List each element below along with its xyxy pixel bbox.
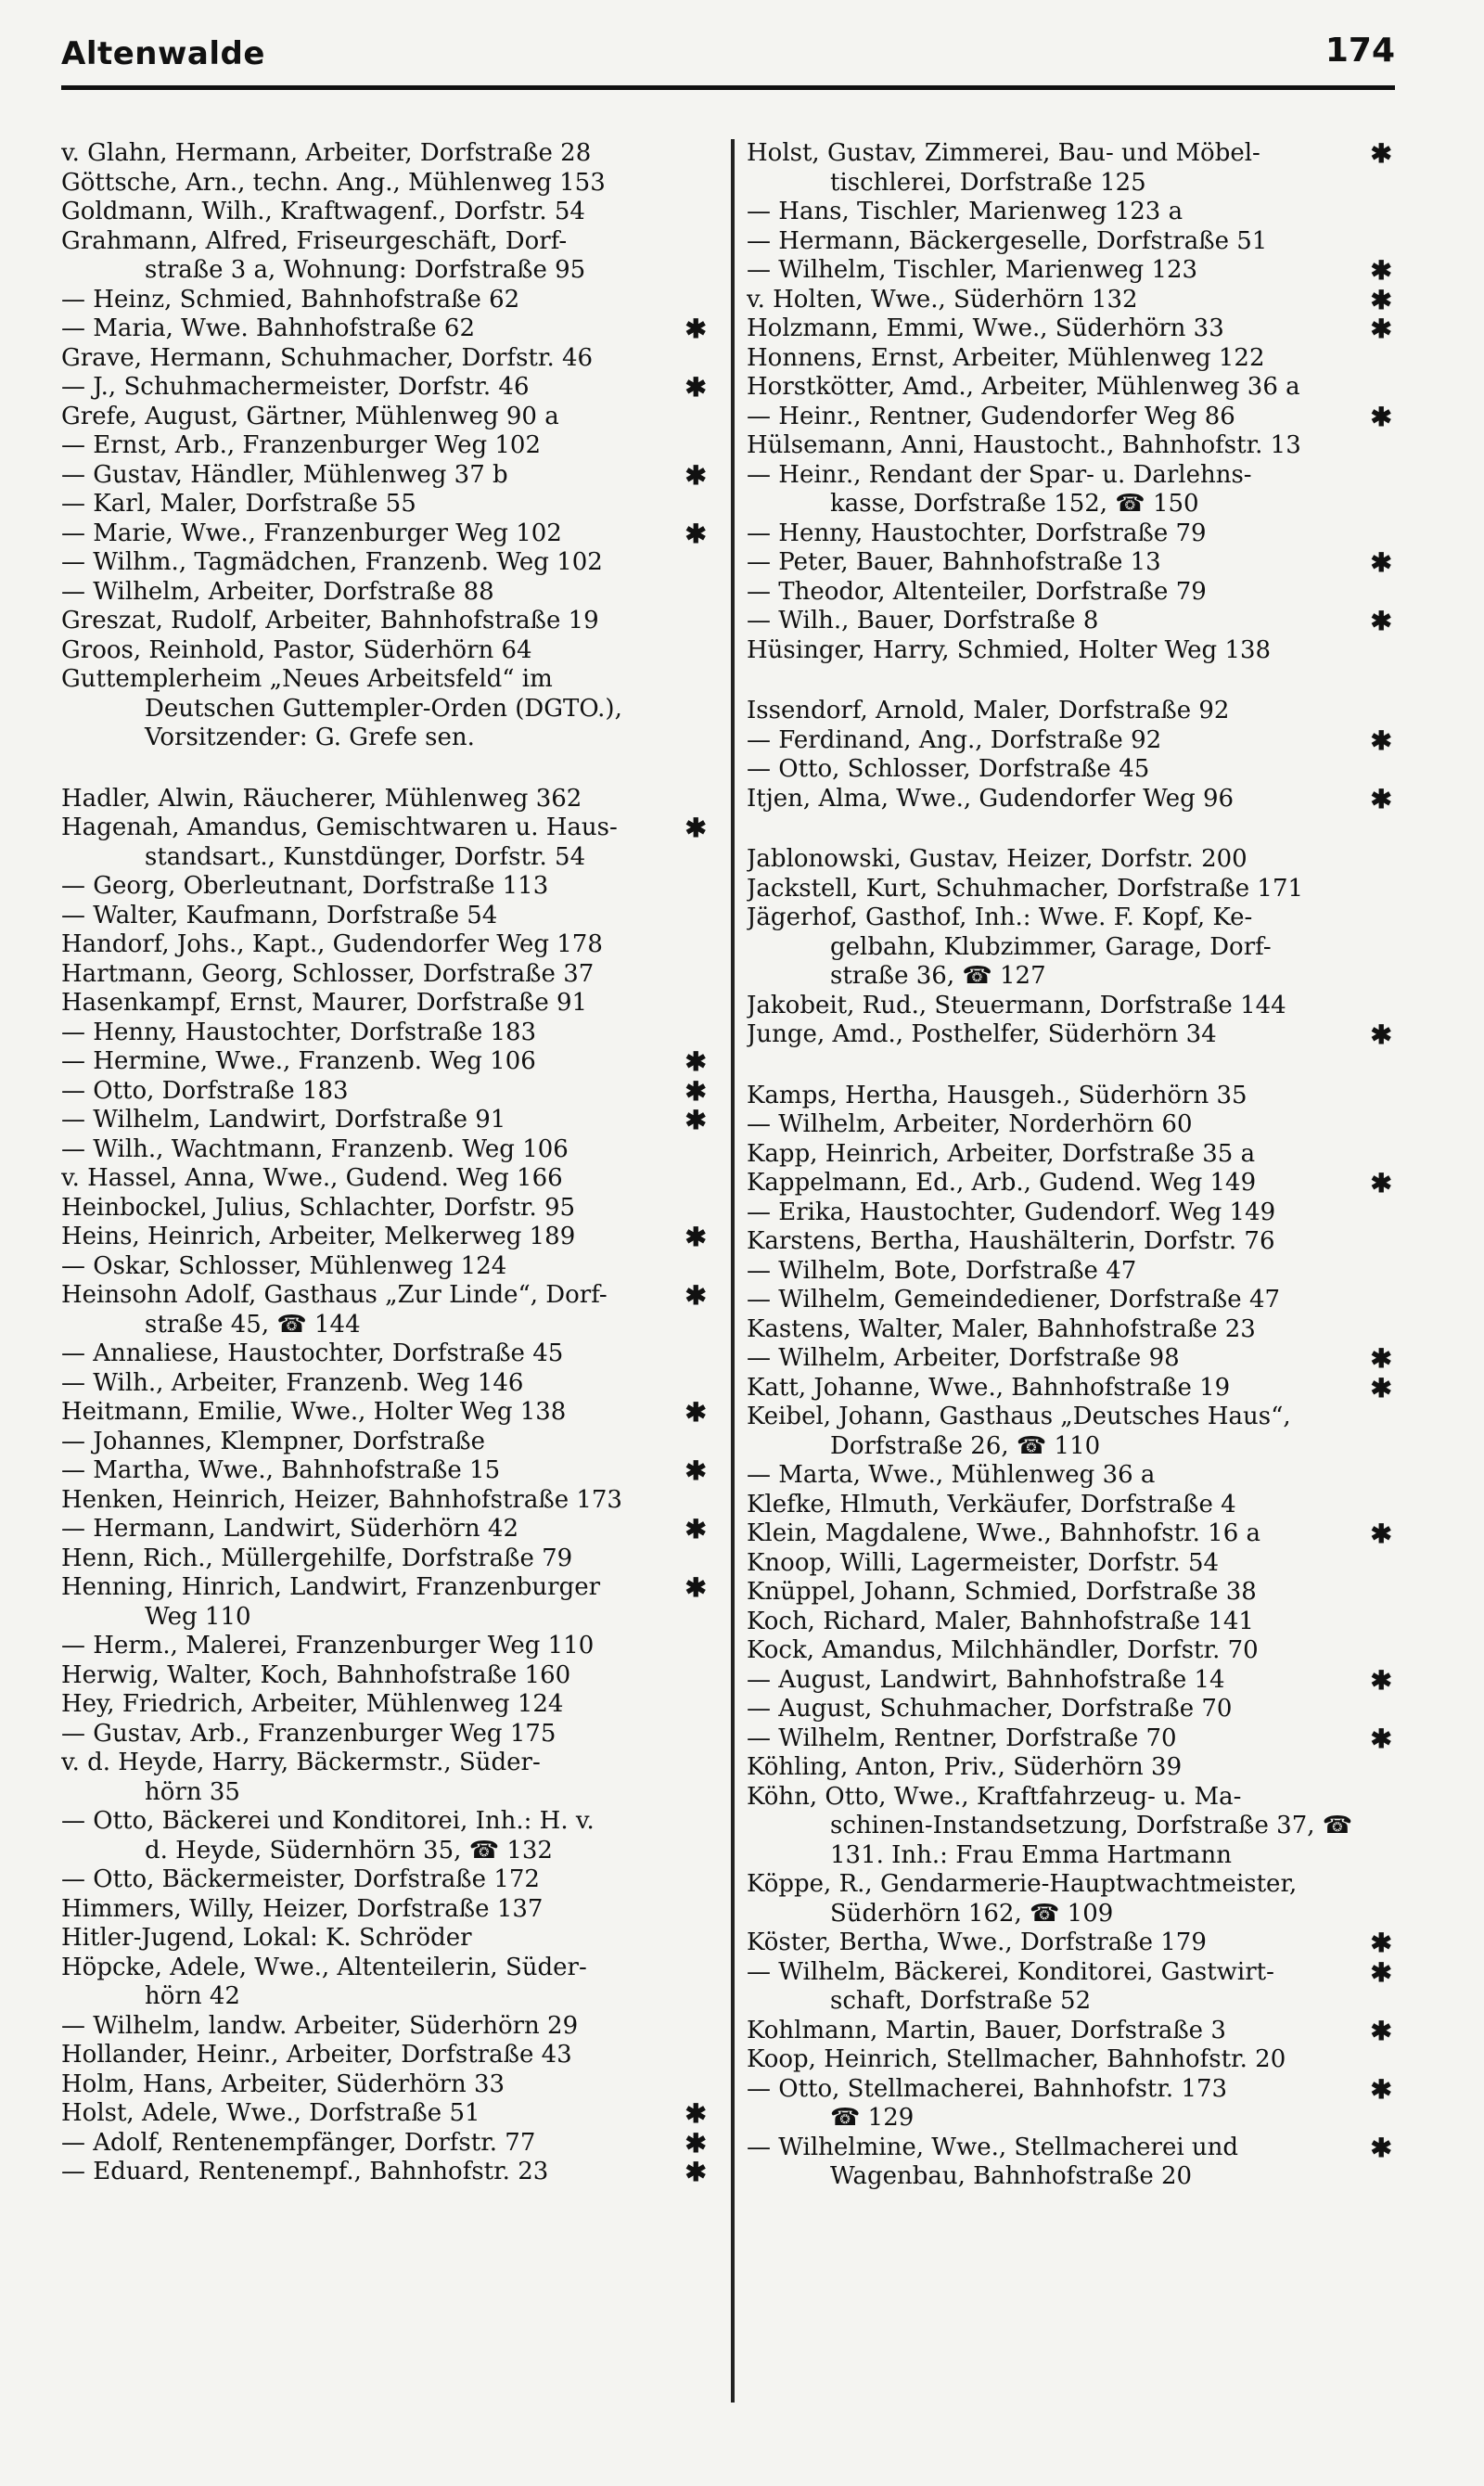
page-header (61, 28, 1395, 93)
entry-text: v. d. Heyde, Harry, Bäckermstr., Süder- (61, 1749, 541, 1776)
directory-entry (61, 461, 710, 491)
entry-text: — Wilh., Bauer, Dorfstraße 8 (747, 607, 1099, 634)
directory-entry (61, 1369, 710, 1399)
entry-text: — Karl, Maler, Dorfstraße 55 (61, 490, 416, 518)
entry-text: — Otto, Stellmacherei, Bahnhofstr. 173 (747, 2074, 1228, 2103)
telephone-star-icon: ✱ (1370, 783, 1392, 814)
telephone-star-icon: ✱ (684, 372, 707, 403)
directory-entry (61, 139, 710, 169)
telephone-star-icon: ✱ (684, 459, 707, 491)
section-gap (61, 753, 710, 785)
directory-entry (61, 2070, 710, 2100)
page-title: Altenwalde (61, 35, 265, 72)
directory-entry (747, 2045, 1396, 2075)
directory-entry (747, 1870, 1396, 1929)
directory-entry (61, 1924, 710, 1954)
entry-text: Itjen, Alma, Wwe., Gudendorfer Weg 96 (747, 784, 1235, 813)
directory-entry (61, 519, 710, 549)
directory-entry (747, 1753, 1396, 1783)
entry-text: Hülsemann, Anni, Haustocht., Bahnhofstr. 13 (747, 431, 1301, 459)
entry-text: — Wilhelmine, Wwe., Stellmacherei und (747, 2133, 1239, 2161)
entry-text: — Wilhelm, Bote, Dorfstraße 47 (747, 1256, 1137, 1285)
directory-entry (61, 490, 710, 519)
entry-text: Köhn, Otto, Wwe., Kraftfahrzeug- u. Ma- (747, 1782, 1242, 1811)
entry-text: Kock, Amandus, Milchhändler, Dorfstr. 70 (747, 1636, 1259, 1664)
entry-text: — Wilhelm, Landwirt, Dorfstraße 91 (61, 1106, 506, 1134)
entry-text: Kohlmann, Martin, Bauer, Dorfstraße 3 (747, 2016, 1226, 2044)
entry-text: — Wilhelm, Arbeiter, Dorfstraße 88 (61, 577, 494, 606)
telephone-star-icon: ✱ (1370, 1664, 1392, 1696)
telephone-star-icon: ✱ (684, 2127, 707, 2159)
entry-text: Katt, Johanne, Wwe., Bahnhofstraße 19 (747, 1373, 1231, 1402)
directory-entry (747, 875, 1396, 904)
entry-text: — Hermann, Landwirt, Süderhörn 42 (61, 1515, 518, 1543)
entry-text: v. Glahn, Hermann, Arbeiter, Dorfstraße 28 (61, 139, 592, 167)
telephone-star-icon: ✱ (1370, 724, 1392, 756)
telephone-star-icon: ✱ (1370, 1372, 1392, 1403)
directory-entry (747, 2134, 1396, 2192)
entry-text: Holst, Gustav, Zimmerei, Bau- und Möbel- (747, 139, 1260, 167)
telephone-star-icon: ✱ (1370, 314, 1392, 344)
entry-text: Hartmann, Georg, Schlosser, Dorfstraße 37 (61, 959, 595, 988)
telephone-star-icon: ✱ (684, 314, 707, 344)
directory-entry (747, 1519, 1396, 1549)
directory-entry (61, 373, 710, 403)
directory-entry (61, 1749, 710, 1807)
telephone-star-icon: ✱ (1370, 1723, 1392, 1754)
entry-continuation: d. Heyde, Südernhörn 35, ☎ 132 (145, 1836, 553, 1864)
section-gap (747, 814, 1396, 845)
entry-text: Koch, Richard, Maler, Bahnhofstraße 141 (747, 1607, 1254, 1635)
entry-continuation: ☎ 129 (830, 2104, 915, 2132)
directory-entry (61, 1428, 710, 1457)
entry-text: Greszat, Rudolf, Arbeiter, Bahnhofstraße 19 (61, 607, 599, 634)
directory-entry (61, 2012, 710, 2042)
entry-text: — Theodor, Altenteiler, Dorfstraße 79 (747, 577, 1207, 606)
directory-entry (747, 1636, 1396, 1666)
entry-continuation: straße 3 a, Wohnung: Dorfstraße 95 (145, 256, 586, 284)
directory-entry (61, 548, 710, 578)
entry-text: Grahmann, Alfred, Friseurgeschäft, Dorf- (61, 226, 568, 255)
telephone-star-icon: ✱ (1370, 139, 1392, 169)
entry-text: — Henny, Haustochter, Dorfstraße 79 (747, 519, 1207, 547)
entry-text: — Wilhelm, Gemeindediener, Dorfstraße 47 (747, 1286, 1281, 1313)
directory-entry (61, 607, 710, 636)
entry-text: Junge, Amd., Posthelfer, Süderhörn 34 (747, 1020, 1217, 1048)
entry-text: Herwig, Walter, Koch, Bahnhofstraße 160 (61, 1660, 571, 1689)
entry-continuation: schinen-Instandsetzung, Dorfstraße 37, ☎ 131. Inh.: Frau Emma Hartmann (830, 1812, 1353, 1869)
telephone-star-icon: ✱ (684, 1075, 707, 1107)
entry-text: Himmers, Willy, Heizer, Dorfstraße 137 (61, 1894, 544, 1923)
entry-text: Karstens, Bertha, Haushälterin, Dorfstr. 76 (747, 1227, 1275, 1255)
directory-entry (747, 139, 1396, 198)
entry-text: Grave, Hermann, Schuhmacher, Dorfstr. 46 (61, 343, 594, 372)
directory-entry (61, 1077, 710, 1107)
entry-text: Holst, Adele, Wwe., Dorfstraße 51 (61, 2099, 480, 2127)
telephone-star-icon: ✱ (684, 1455, 707, 1486)
directory-entry (747, 1315, 1396, 1345)
directory-entry (61, 930, 710, 960)
directory-entry (61, 1252, 710, 1282)
directory-entry (61, 286, 710, 315)
directory-entry (747, 726, 1396, 756)
entry-text: Hollander, Heinr., Arbeiter, Dorfstraße 43 (61, 2041, 572, 2069)
telephone-star-icon: ✱ (684, 1105, 707, 1135)
entry-text: — Otto, Dorfstraße 183 (61, 1076, 349, 1105)
header-rule (61, 85, 1395, 90)
telephone-star-icon: ✱ (684, 518, 707, 549)
entry-text: — Walter, Kaufmann, Dorfstraße 54 (61, 901, 498, 929)
directory-entry (61, 1954, 710, 2012)
entry-text: — Heinz, Schmied, Bahnhofstraße 62 (61, 285, 520, 314)
entry-text: Knoop, Willi, Lagermeister, Dorfstr. 54 (747, 1548, 1220, 1577)
entry-text: — Heinr., Rendant der Spar- u. Darlehns- (747, 460, 1252, 489)
directory-entry (747, 286, 1396, 315)
directory-entry (747, 227, 1396, 257)
telephone-star-icon: ✱ (1370, 1956, 1392, 1988)
directory-entry (61, 431, 710, 461)
entry-text: — Hans, Tischler, Marienweg 123 a (747, 198, 1183, 225)
entry-text: — Wilhelm, Tischler, Marienweg 123 (747, 256, 1198, 284)
entry-text: — Erika, Haustochter, Gudendorf. Weg 149 (747, 1198, 1276, 1226)
telephone-star-icon: ✱ (684, 2098, 707, 2129)
entry-text: — Maria, Wwe. Bahnhofstraße 62 (61, 314, 475, 342)
telephone-star-icon: ✱ (1370, 401, 1392, 432)
directory-entry (61, 665, 710, 753)
directory-entry (747, 1695, 1396, 1724)
directory-entry (61, 1135, 710, 1165)
entry-text: — Gustav, Arb., Franzenburger Weg 175 (61, 1719, 556, 1748)
entry-text: Kastens, Walter, Maler, Bahnhofstraße 23 (747, 1314, 1256, 1343)
directory-entry (747, 431, 1396, 461)
directory-entry (61, 1632, 710, 1661)
telephone-star-icon: ✱ (684, 2157, 707, 2187)
entry-text: Honnens, Ernst, Arbeiter, Mühlenweg 122 (747, 343, 1265, 372)
entry-continuation: gelbahn, Klubzimmer, Garage, Dorf- straße 36, ☎ 127 (830, 932, 1272, 990)
entry-text: Horstkötter, Amd., Arbeiter, Mühlenweg 36 a (747, 373, 1300, 401)
entry-continuation: Weg 110 (145, 1602, 251, 1631)
entry-text: — Ernst, Arb., Franzenburger Weg 102 (61, 431, 541, 459)
directory-entry (61, 1281, 710, 1339)
directory-entry (747, 607, 1396, 636)
directory-entry (747, 1020, 1396, 1050)
entry-continuation: Dorfstraße 26, ☎ 110 (830, 1431, 1101, 1460)
directory-entry (747, 1608, 1396, 1637)
telephone-star-icon: ✱ (1370, 284, 1392, 315)
directory-entry (61, 636, 710, 666)
directory-entry (747, 1578, 1396, 1608)
entry-text: — Otto, Bäckerei und Konditorei, Inh.: H. v. (61, 1807, 595, 1835)
directory-entry (747, 1929, 1396, 1958)
directory-entry (61, 1515, 710, 1544)
directory-entry (747, 1666, 1396, 1696)
directory-entry (61, 1690, 710, 1720)
entry-text: — Wilhelm, Rentner, Dorfstraße 70 (747, 1724, 1177, 1752)
entry-text: — Martha, Wwe., Bahnhofstraße 15 (61, 1456, 501, 1484)
entry-text: — Otto, Bäckermeister, Dorfstraße 172 (61, 1865, 540, 1893)
directory-entry (61, 785, 710, 814)
entry-text: Handorf, Johs., Kapt., Gudendorfer Weg 178 (61, 930, 603, 958)
entry-text: — J., Schuhmachermeister, Dorfstr. 46 (61, 373, 530, 401)
directory-entry (61, 1720, 710, 1749)
entry-text: — August, Landwirt, Bahnhofstraße 14 (747, 1665, 1225, 1694)
directory-entry (747, 314, 1396, 344)
directory-entry (747, 1198, 1396, 1228)
directory-entry (61, 198, 710, 227)
directory-entry (61, 1047, 710, 1077)
directory-entry (747, 1227, 1396, 1257)
directory-entry (61, 1661, 710, 1691)
entry-text: Henn, Rich., Müllergehilfe, Dorfstraße 79 (61, 1544, 573, 1572)
telephone-star-icon: ✱ (684, 1222, 707, 1252)
directory-entry (747, 2075, 1396, 2134)
entry-text: — Heinr., Rentner, Gudendorfer Weg 86 (747, 402, 1235, 430)
directory-entry (747, 845, 1396, 875)
entry-text: — Wilh., Wachtmann, Franzenb. Weg 106 (61, 1134, 569, 1163)
entry-continuation: schaft, Dorfstraße 52 (830, 1987, 1092, 2015)
entry-continuation: Wagenbau, Bahnhofstraße 20 (830, 2162, 1193, 2190)
entry-text: — Otto, Schlosser, Dorfstraße 45 (747, 755, 1150, 783)
entry-text: — Oskar, Schlosser, Mühlenweg 124 (61, 1251, 507, 1280)
telephone-star-icon: ✱ (1370, 1168, 1392, 1198)
directory-entry (61, 872, 710, 902)
telephone-star-icon: ✱ (684, 1572, 707, 1603)
entry-text: Guttemplerheim „Neues Arbeitsfeld“ im (61, 665, 553, 693)
section-gap (747, 665, 1396, 697)
directory-entry (61, 403, 710, 432)
entry-continuation: tischlerei, Dorfstraße 125 (830, 168, 1146, 197)
entry-continuation: kasse, Dorfstraße 152, ☎ 150 (830, 490, 1199, 518)
directory-entry (61, 169, 710, 199)
entry-text: Kamps, Hertha, Hausgeh., Süderhörn 35 (747, 1081, 1247, 1109)
entry-text: — Ferdinand, Ang., Dorfstraße 92 (747, 725, 1162, 754)
entry-text: Kappelmann, Ed., Arb., Gudend. Weg 149 (747, 1169, 1257, 1197)
directory-entry (61, 1865, 710, 1895)
directory-entry (61, 1398, 710, 1428)
entry-text: Göttsche, Arn., techn. Ang., Mühlenweg 153 (61, 168, 606, 197)
entry-text: Groos, Reinhold, Pastor, Süderhörn 64 (61, 635, 532, 664)
entry-text: — Georg, Oberleutnant, Dorfstraße 113 (61, 872, 549, 900)
directory-entry (747, 198, 1396, 227)
entry-text: Hüsinger, Harry, Schmied, Holter Weg 138 (747, 635, 1272, 664)
directory-entry (61, 902, 710, 931)
directory-entry (747, 578, 1396, 608)
directory-entry (747, 1257, 1396, 1287)
directory-entry (61, 960, 710, 990)
telephone-star-icon: ✱ (684, 813, 707, 843)
entry-text: — Wilhelm, Bäckerei, Konditorei, Gastwirt- (747, 1957, 1274, 1986)
directory-entry (61, 2041, 710, 2070)
directory-entry (61, 1456, 710, 1486)
entry-text: Holm, Hans, Arbeiter, Süderhörn 33 (61, 2070, 505, 2098)
directory-entry (61, 1339, 710, 1369)
directory-entry (61, 1807, 710, 1865)
telephone-star-icon: ✱ (684, 1397, 707, 1428)
directory-entry (747, 1491, 1396, 1520)
entry-text: Jägerhof, Gasthof, Inh.: Wwe. F. Kopf, Ke- (747, 903, 1253, 931)
telephone-star-icon: ✱ (684, 1046, 707, 1077)
directory-entry (61, 1164, 710, 1194)
entry-text: — Marie, Wwe., Franzenburger Weg 102 (61, 519, 562, 547)
right-column (747, 139, 1396, 2430)
directory-entry (747, 636, 1396, 666)
entry-text: — Gustav, Händler, Mühlenweg 37 b (61, 460, 508, 489)
directory-entry (747, 519, 1396, 549)
entry-continuation: hörn 35 (145, 1777, 240, 1806)
entry-text: — Annaliese, Haustochter, Dorfstraße 45 (61, 1339, 564, 1367)
directory-entry (747, 1110, 1396, 1140)
directory-entry (747, 403, 1396, 432)
directory-entry (61, 578, 710, 608)
directory-entry (747, 1549, 1396, 1579)
entry-text: — August, Schuhmacher, Dorfstraße 70 (747, 1695, 1233, 1723)
entry-text: Knüppel, Johann, Schmied, Dorfstraße 38 (747, 1578, 1257, 1606)
entry-text: Heinsohn Adolf, Gasthaus „Zur Linde“, Dorf- (61, 1281, 608, 1309)
entry-text: — Marta, Wwe., Mühlenweg 36 a (747, 1461, 1156, 1489)
entry-text: Henning, Hinrich, Landwirt, Franzenburger (61, 1573, 601, 1601)
directory-entry (61, 344, 710, 374)
directory-entry (747, 1461, 1396, 1491)
entry-text: Köppe, R., Gendarmerie-Hauptwachtmeister, (747, 1870, 1298, 1898)
directory-entry (747, 697, 1396, 726)
directory-entry (61, 1573, 710, 1632)
entry-text: — Wilhelm, Arbeiter, Dorfstraße 98 (747, 1344, 1180, 1372)
directory-entry (747, 1140, 1396, 1170)
entry-text: — Henny, Haustochter, Dorfstraße 183 (61, 1018, 537, 1046)
telephone-star-icon: ✱ (1370, 255, 1392, 286)
section-gap (747, 1050, 1396, 1082)
entry-text: Henken, Heinrich, Heizer, Bahnhofstraße 173 (61, 1485, 622, 1514)
entry-text: v. Holten, Wwe., Süderhörn 132 (747, 285, 1138, 314)
entry-text: Jakobeit, Rud., Steuermann, Dorfstraße 144 (747, 991, 1286, 1019)
entry-text: Höpcke, Adele, Wwe., Altenteilerin, Süder- (61, 1953, 587, 1981)
directory-entry (61, 989, 710, 1019)
entry-text: Köhling, Anton, Priv., Süderhörn 39 (747, 1753, 1183, 1781)
entry-text: Goldmann, Wilh., Kraftwagenf., Dorfstr. 54 (61, 198, 585, 225)
directory-entry (747, 1783, 1396, 1871)
entry-text: Hadler, Alwin, Räucherer, Mühlenweg 362 (61, 784, 582, 813)
entry-text: — Peter, Bauer, Bahnhofstraße 13 (747, 548, 1161, 576)
entry-text: — Wilhm., Tagmädchen, Franzenb. Weg 102 (61, 548, 603, 576)
directory-entry (61, 314, 710, 344)
entry-text: Heitmann, Emilie, Wwe., Holter Weg 138 (61, 1398, 567, 1426)
entry-text: — Wilh., Arbeiter, Franzenb. Weg 146 (61, 1368, 524, 1397)
directory-entry (747, 1169, 1396, 1198)
telephone-star-icon: ✱ (1370, 547, 1392, 578)
directory-entry (747, 755, 1396, 785)
telephone-star-icon: ✱ (1370, 2015, 1392, 2046)
entry-continuation: hörn 42 (145, 1982, 240, 2010)
entry-text: — Johannes, Klempner, Dorfstraße (61, 1427, 486, 1455)
directory-entry (747, 256, 1396, 286)
entry-continuation: Süderhörn 162, ☎ 109 (830, 1899, 1114, 1928)
directory-entry (747, 373, 1396, 403)
telephone-star-icon: ✱ (1370, 1343, 1392, 1374)
column-divider (731, 139, 735, 2403)
entry-text: Hey, Friedrich, Arbeiter, Mühlenweg 124 (61, 1690, 564, 1718)
entry-text: Heins, Heinrich, Arbeiter, Melkerweg 189 (61, 1223, 576, 1250)
telephone-star-icon: ✱ (1370, 606, 1392, 636)
directory-entry (747, 2017, 1396, 2046)
entry-text: Koop, Heinrich, Stellmacher, Bahnhofstr. 20 (747, 2045, 1286, 2073)
directory-entry (61, 1106, 710, 1135)
directory-entry (747, 992, 1396, 1021)
entry-text: Grefe, August, Gärtner, Mühlenweg 90 a (61, 402, 559, 430)
entry-text: — Wilhelm, landw. Arbeiter, Süderhörn 29 (61, 2011, 579, 2040)
entry-text: Jackstell, Kurt, Schuhmacher, Dorfstraße 171 (747, 874, 1304, 903)
telephone-star-icon: ✱ (684, 1280, 707, 1311)
entry-text: Jablonowski, Gustav, Heizer, Dorfstr. 200 (747, 845, 1247, 873)
directory-entry (747, 1082, 1396, 1111)
entry-text: Klefke, Hlmuth, Verkäufer, Dorfstraße 4 (747, 1490, 1236, 1519)
entry-text: Keibel, Johann, Gasthaus „Deutsches Haus“, (747, 1403, 1291, 1430)
entry-text: Hagenah, Amandus, Gemischtwaren u. Haus- (61, 814, 618, 841)
entry-continuation: standsart., Kunstdünger, Dorfstr. 54 (145, 842, 586, 871)
entry-text: Issendorf, Arnold, Maler, Dorfstraße 92 (747, 697, 1230, 724)
directory-entry (61, 1486, 710, 1516)
entry-text: Kapp, Heinrich, Arbeiter, Dorfstraße 35 a (747, 1139, 1256, 1168)
directory-entry (747, 1344, 1396, 1374)
telephone-star-icon: ✱ (1370, 2073, 1392, 2105)
directory-entry (747, 548, 1396, 578)
entry-text: Hitler-Jugend, Lokal: K. Schröder (61, 1924, 472, 1952)
telephone-star-icon: ✱ (1370, 1519, 1392, 1549)
directory-entry (61, 227, 710, 286)
entry-continuation: Deutschen Guttempler-Orden (DGTO.), Vorsitzender: G. Grefe sen. (145, 694, 622, 751)
directory-entry (61, 1895, 710, 1925)
entry-continuation: straße 45, ☎ 144 (145, 1310, 361, 1339)
entry-text: v. Hassel, Anna, Wwe., Gudend. Weg 166 (61, 1164, 563, 1192)
entry-text: — Hermann, Bäckergeselle, Dorfstraße 51 (747, 226, 1268, 255)
entry-text: — Hermine, Wwe., Franzenb. Weg 106 (61, 1047, 536, 1075)
directory-entry (747, 1374, 1396, 1403)
entry-text: Heinbockel, Julius, Schlachter, Dorfstr. 95 (61, 1193, 576, 1222)
entry-text: Köster, Bertha, Wwe., Dorfstraße 179 (747, 1929, 1207, 1956)
directory-entry (747, 1403, 1396, 1461)
directory-entry (61, 814, 710, 872)
directory-entry (61, 2158, 710, 2187)
telephone-star-icon: ✱ (1370, 2132, 1392, 2163)
directory-entry (747, 903, 1396, 992)
directory-entry (747, 1724, 1396, 1754)
entry-text: — Wilhelm, Arbeiter, Norderhörn 60 (747, 1110, 1193, 1138)
telephone-star-icon: ✱ (1370, 1019, 1392, 1050)
directory-entry (61, 2129, 710, 2159)
entry-text: — Adolf, Rentenempfänger, Dorfstr. 77 (61, 2128, 536, 2157)
directory-entry (747, 1286, 1396, 1315)
directory-entry (61, 2099, 710, 2129)
directory-entry (747, 785, 1396, 814)
page-number: 174 (1324, 32, 1395, 70)
directory-entry (61, 1223, 710, 1252)
entry-text: — Eduard, Rentenempf., Bahnhofstr. 23 (61, 2158, 549, 2185)
entry-text: Hasenkampf, Ernst, Maurer, Dorfstraße 91 (61, 989, 588, 1017)
directory-entry (61, 1019, 710, 1048)
directory-entry (747, 344, 1396, 374)
left-column (61, 139, 710, 2430)
telephone-star-icon: ✱ (1370, 1928, 1392, 1958)
entry-text: Klein, Magdalene, Wwe., Bahnhofstr. 16 a (747, 1519, 1261, 1547)
directory-entry (61, 1194, 710, 1224)
directory-entry (747, 1958, 1396, 2017)
entry-text: Holzmann, Emmi, Wwe., Süderhörn 33 (747, 314, 1224, 342)
directory-entry (61, 1544, 710, 1574)
directory-entry (747, 461, 1396, 519)
entry-text: — Herm., Malerei, Franzenburger Weg 110 (61, 1632, 595, 1659)
telephone-star-icon: ✱ (684, 1514, 707, 1544)
